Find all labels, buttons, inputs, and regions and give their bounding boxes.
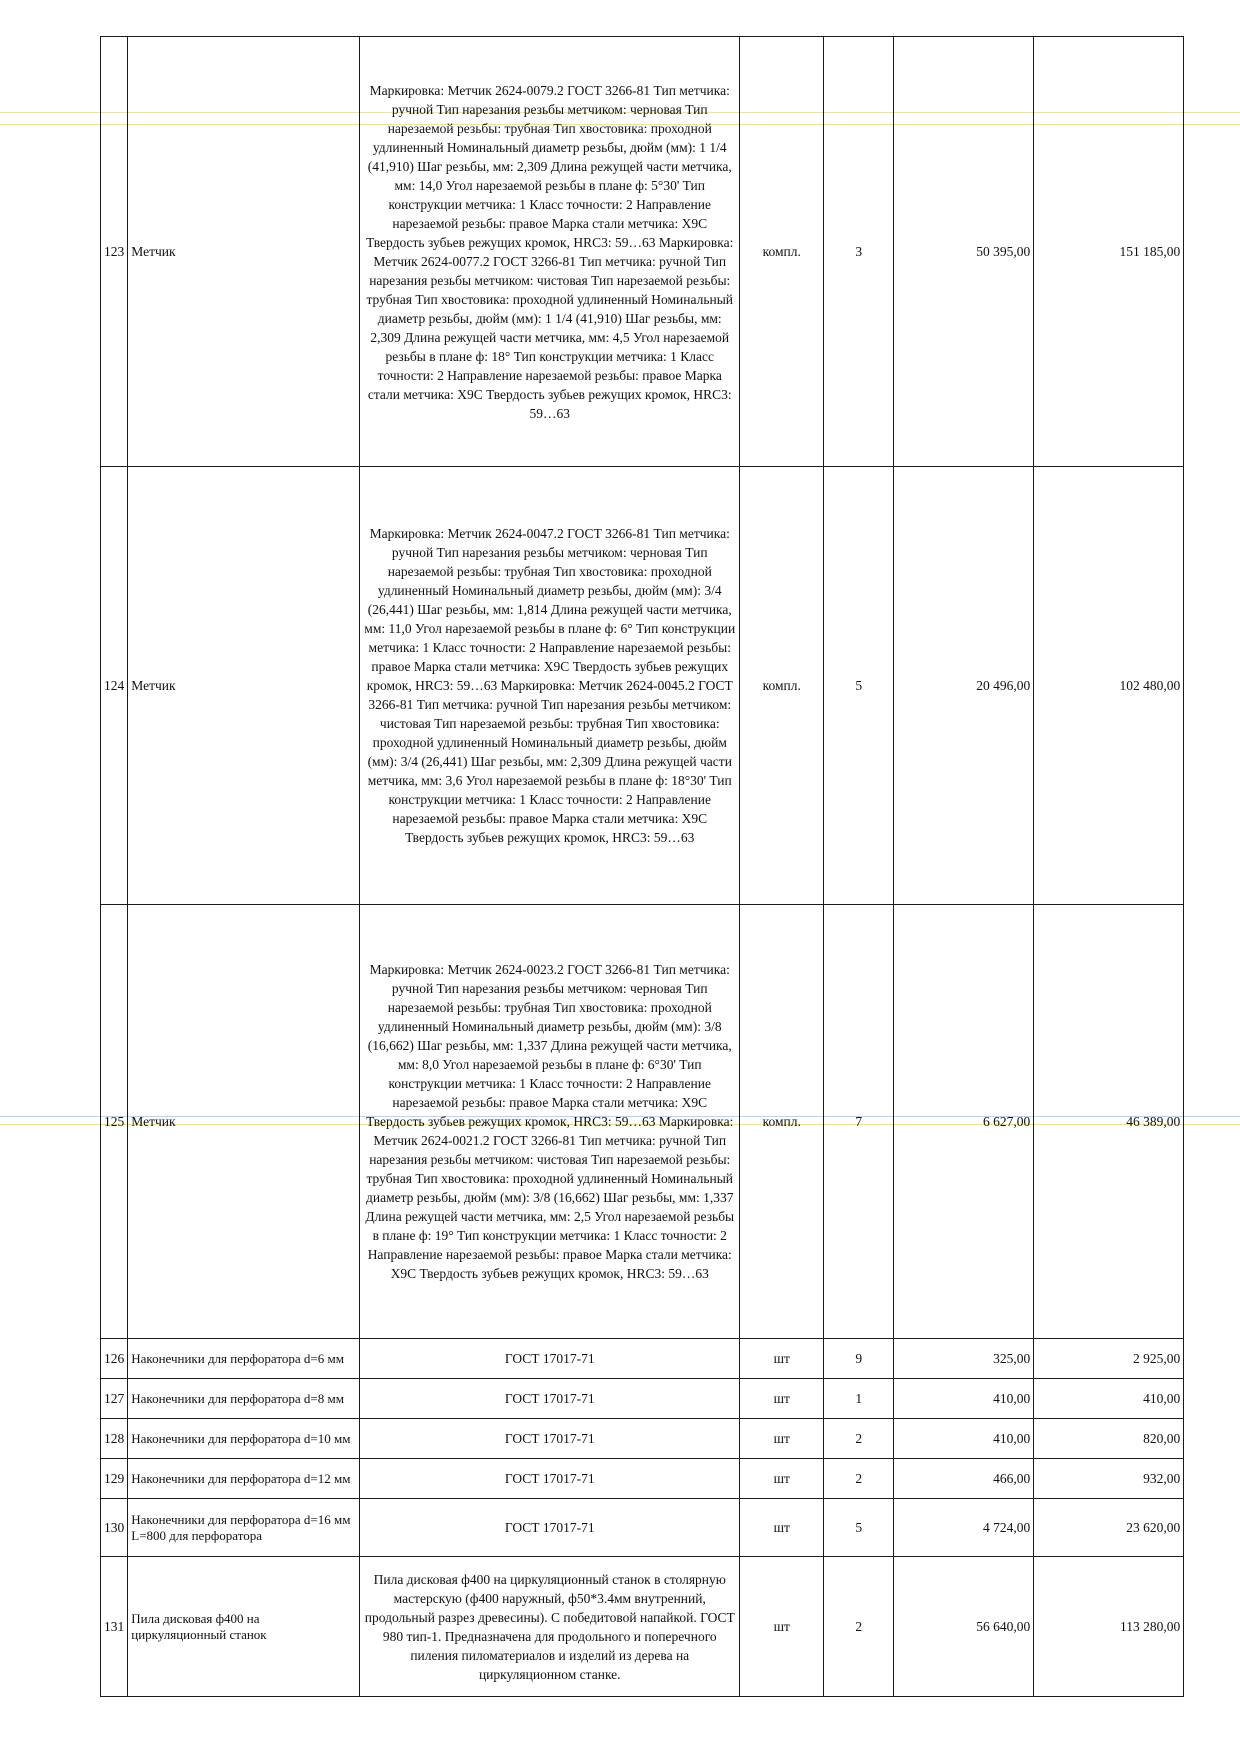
item-total: 151 185,00 (1034, 37, 1184, 467)
item-total: 102 480,00 (1034, 467, 1184, 905)
item-quantity: 2 (824, 1459, 894, 1499)
item-description: Пила дисковая ф400 на циркуляционный станок в столярную мастерскую (ф400 наружный, ф50*3.4мм внутренний, продольный разрез древесины). С победитовой напайкой. ГОСТ 980 тип-1. Предназначена для продольного и поперечного пиления пиломатериалов и изделий из дерева на циркуляционном станке. (360, 1557, 740, 1697)
item-quantity: 7 (824, 905, 894, 1339)
item-total: 820,00 (1034, 1419, 1184, 1459)
item-unit: шт (740, 1557, 824, 1697)
item-price: 56 640,00 (894, 1557, 1034, 1697)
row-number: 128 (101, 1419, 128, 1459)
item-name: Метчик (128, 37, 360, 467)
row-number: 129 (101, 1459, 128, 1499)
item-unit: шт (740, 1339, 824, 1379)
item-description: ГОСТ 17017-71 (360, 1499, 740, 1557)
item-total: 23 620,00 (1034, 1499, 1184, 1557)
item-name: Пила дисковая ф400 на циркуляционный станок (128, 1557, 360, 1697)
item-total: 2 925,00 (1034, 1339, 1184, 1379)
item-total: 932,00 (1034, 1459, 1184, 1499)
item-name: Метчик (128, 905, 360, 1339)
item-quantity: 1 (824, 1379, 894, 1419)
item-price: 325,00 (894, 1339, 1034, 1379)
specification-table (100, 36, 1184, 1697)
table-row (101, 1459, 1184, 1499)
row-number: 124 (101, 467, 128, 905)
row-number: 126 (101, 1339, 128, 1379)
item-quantity: 9 (824, 1339, 894, 1379)
item-total: 46 389,00 (1034, 905, 1184, 1339)
item-total: 410,00 (1034, 1379, 1184, 1419)
item-total: 113 280,00 (1034, 1557, 1184, 1697)
table-row (101, 467, 1184, 905)
item-name: Наконечники для перфоратора d=8 мм (128, 1379, 360, 1419)
item-description: ГОСТ 17017-71 (360, 1419, 740, 1459)
item-unit: компл. (740, 467, 824, 905)
item-quantity: 2 (824, 1419, 894, 1459)
row-number: 130 (101, 1499, 128, 1557)
table-row (101, 905, 1184, 1339)
table-row (101, 1379, 1184, 1419)
table-row (101, 1557, 1184, 1697)
item-name: Метчик (128, 467, 360, 905)
item-unit: шт (740, 1379, 824, 1419)
item-price: 50 395,00 (894, 37, 1034, 467)
item-unit: шт (740, 1419, 824, 1459)
item-description: ГОСТ 17017-71 (360, 1379, 740, 1419)
item-description: ГОСТ 17017-71 (360, 1459, 740, 1499)
item-description: ГОСТ 17017-71 (360, 1339, 740, 1379)
item-description: Маркировка: Метчик 2624-0047.2 ГОСТ 3266-81 Тип метчика: ручной Тип нарезания резьбы метчиком: черновая Тип нарезаемой резьбы: трубная Тип хвостовика: проходной удлиненный Номинальный диаметр резьбы, дюйм (мм): 3/4 (26,441) Шаг резьбы, мм: 1,814 Длина режущей части метчика, мм: 11,0 Угол нарезаемой резьбы в плане ф: 6° Тип конструкции метчика: 1 Класс точности: 2 Направление нарезаемой резьбы: правое Марка стали метчика: Х9С Твердость зубьев режущих кромок, HRC3: 59…63 Маркировка: Метчик 2624-0045.2 ГОСТ 3266-81 Тип метчика: ручной Тип нарезания резьбы метчиком: чистовая Тип нарезаемой резьбы: трубная Тип хвостовика: проходной удлиненный Номинальный диаметр резьбы, дюйм (мм): 3/4 (26,441) Шаг резьбы, мм: 2,309 Длина режущей части метчика, мм: 3,6 Угол нарезаемой резьбы в плане ф: 18°30' Тип конструкции метчика: 1 Класс точности: 2 Направление нарезаемой резьбы: правое Марка стали метчика: Х9С Твердость зубьев режущих кромок, HRC3: 59…63 (360, 467, 740, 905)
item-name: Наконечники для перфоратора d=16 мм L=800 для перфоратора (128, 1499, 360, 1557)
row-number: 125 (101, 905, 128, 1339)
item-name: Наконечники для перфоратора d=10 мм (128, 1419, 360, 1459)
table-row (101, 37, 1184, 467)
item-price: 466,00 (894, 1459, 1034, 1499)
item-unit: компл. (740, 37, 824, 467)
item-price: 410,00 (894, 1419, 1034, 1459)
row-number: 131 (101, 1557, 128, 1697)
item-quantity: 2 (824, 1557, 894, 1697)
item-unit: шт (740, 1459, 824, 1499)
row-number: 127 (101, 1379, 128, 1419)
item-description: Маркировка: Метчик 2624-0023.2 ГОСТ 3266-81 Тип метчика: ручной Тип нарезания резьбы метчиком: черновая Тип нарезаемой резьбы: трубная Тип хвостовика: проходной удлиненный Номинальный диаметр резьбы, дюйм (мм): 3/8 (16,662) Шаг резьбы, мм: 1,337 Длина режущей части метчика, мм: 8,0 Угол нарезаемой резьбы в плане ф: 6°30' Тип конструкции метчика: 1 Класс точности: 2 Направление нарезаемой резьбы: правое Марка стали метчика: Х9С Твердость зубьев режущих кромок, HRC3: 59…63 Маркировка: Метчик 2624-0021.2 ГОСТ 3266-81 Тип метчика: ручной Тип нарезания резьбы метчиком: чистовая Тип нарезаемой резьбы: трубная Тип хвостовика: проходной удлиненный Номинальный диаметр резьбы, дюйм (мм): 3/8 (16,662) Шаг резьбы, мм: 1,337 Длина режущей части метчика, мм: 2,5 Угол нарезаемой резьбы в плане ф: 19° Тип конструкции метчика: 1 Класс точности: 2 Направление нарезаемой резьбы: правое Марка стали метчика: Х9С Твердость зубьев режущих кромок, HRC3: 59…63 (360, 905, 740, 1339)
item-price: 6 627,00 (894, 905, 1034, 1339)
table-row (101, 1499, 1184, 1557)
row-number: 123 (101, 37, 128, 467)
item-quantity: 5 (824, 467, 894, 905)
item-price: 410,00 (894, 1379, 1034, 1419)
item-description: Маркировка: Метчик 2624-0079.2 ГОСТ 3266-81 Тип метчика: ручной Тип нарезания резьбы метчиком: черновая Тип нарезаемой резьбы: трубная Тип хвостовика: проходной удлиненный Номинальный диаметр резьбы, дюйм (мм): 1 1/4 (41,910) Шаг резьбы, мм: 2,309 Длина режущей части метчика, мм: 14,0 Угол нарезаемой резьбы в плане ф: 5°30' Тип конструкции метчика: 1 Класс точности: 2 Направление нарезаемой резьбы: правое Марка стали метчика: Х9С Твердость зубьев режущих кромок, HRC3: 59…63 Маркировка: Метчик 2624-0077.2 ГОСТ 3266-81 Тип метчика: ручной Тип нарезания резьбы метчиком: чистовая Тип нарезаемой резьбы: трубная Тип хвостовика: проходной удлиненный Номинальный диаметр резьбы, дюйм (мм): 1 1/4 (41,910) Шаг резьбы, мм: 2,309 Длина режущей части метчика, мм: 4,5 Угол нарезаемой резьбы в плане ф: 18° Тип конструкции метчика: 1 Класс точности: 2 Направление нарезаемой резьбы: правое Марка стали метчика: Х9С Твердость зубьев режущих кромок, HRC3: 59…63 (360, 37, 740, 467)
table-row (101, 1339, 1184, 1379)
table-row (101, 1419, 1184, 1459)
item-name: Наконечники для перфоратора d=12 мм (128, 1459, 360, 1499)
item-name: Наконечники для перфоратора d=6 мм (128, 1339, 360, 1379)
item-quantity: 3 (824, 37, 894, 467)
item-unit: компл. (740, 905, 824, 1339)
item-price: 20 496,00 (894, 467, 1034, 905)
item-price: 4 724,00 (894, 1499, 1034, 1557)
item-unit: шт (740, 1499, 824, 1557)
item-quantity: 5 (824, 1499, 894, 1557)
